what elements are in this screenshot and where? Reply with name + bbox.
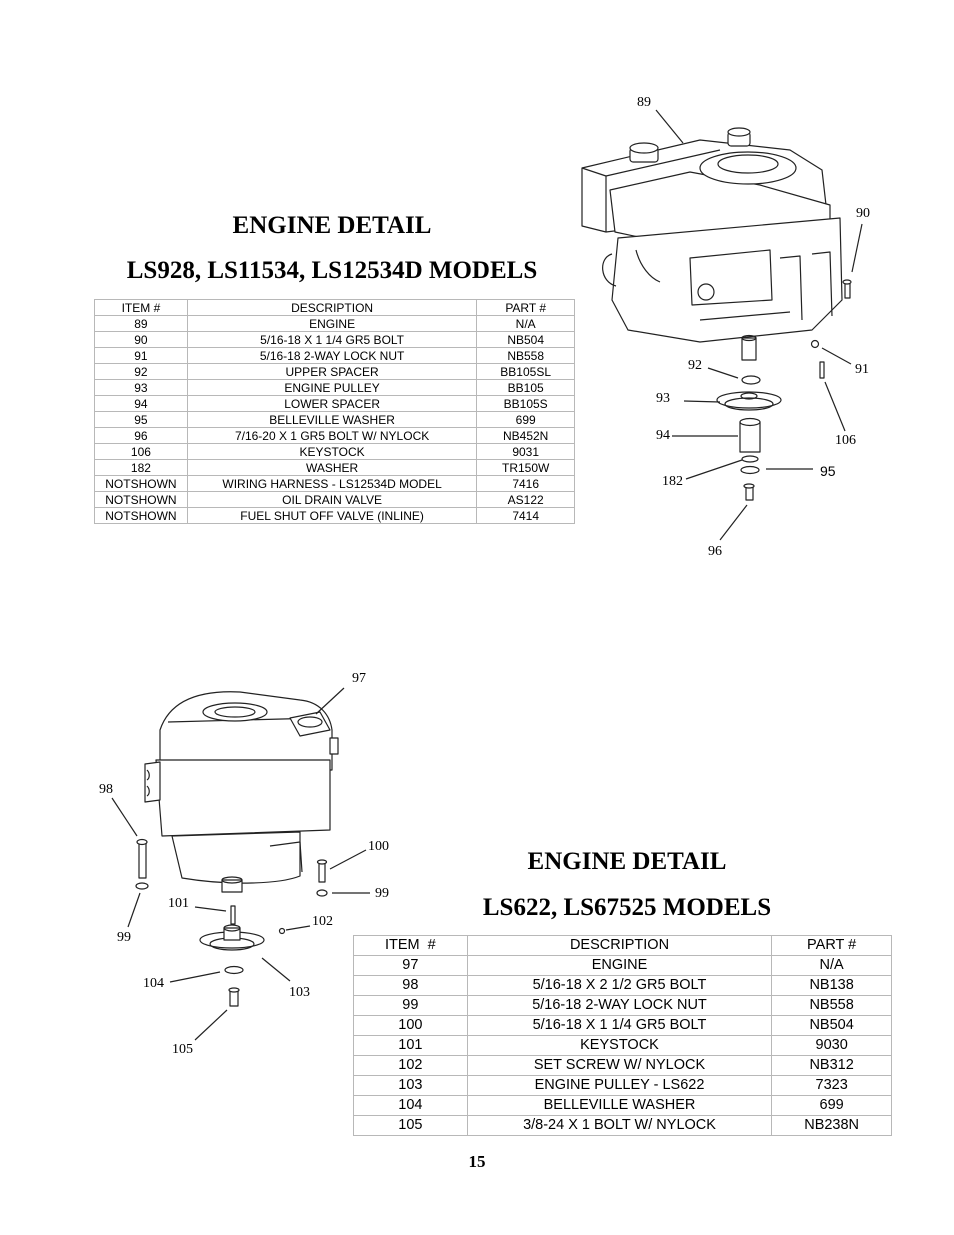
item-cell: 96	[95, 428, 188, 444]
description-cell: WASHER	[187, 460, 476, 476]
description-cell: ENGINE	[187, 316, 476, 332]
part-cell: N/A	[772, 956, 892, 976]
part-cell: BB105	[477, 380, 575, 396]
item-cell: 94	[95, 396, 188, 412]
item-cell: 99	[354, 996, 468, 1016]
callout-104: 104	[143, 976, 164, 991]
callout-92: 92	[688, 358, 702, 373]
callout-182: 182	[662, 474, 683, 489]
description-cell: 7/16-20 X 1 GR5 BOLT W/ NYLOCK	[187, 428, 476, 444]
callout-91: 91	[855, 362, 869, 377]
description-cell: LOWER SPACER	[187, 396, 476, 412]
item-cell: 101	[354, 1036, 468, 1056]
item-cell: 95	[95, 412, 188, 428]
callout-105: 105	[172, 1042, 193, 1057]
description-cell: ENGINE PULLEY - LS622	[467, 1076, 772, 1096]
item-cell: 100	[354, 1016, 468, 1036]
table-row	[354, 996, 892, 1016]
table-header-row	[354, 936, 892, 956]
callout-99: 99	[375, 886, 389, 901]
column-header-description: DESCRIPTION	[467, 936, 772, 956]
description-cell: KEYSTOCK	[187, 444, 476, 460]
part-cell: NB452N	[477, 428, 575, 444]
item-cell: NOTSHOWN	[95, 476, 188, 492]
column-header-item: ITEM #	[95, 300, 188, 316]
callout-100: 100	[368, 839, 389, 854]
callout-99-left: 99	[117, 930, 131, 945]
part-cell: 7323	[772, 1076, 892, 1096]
part-cell: NB504	[772, 1016, 892, 1036]
item-cell: 89	[95, 316, 188, 332]
part-cell: BB105SL	[477, 364, 575, 380]
callout-93: 93	[656, 391, 670, 406]
callout-94: 94	[656, 428, 670, 443]
description-cell: BELLEVILLE WASHER	[467, 1096, 772, 1116]
part-cell: 9031	[477, 444, 575, 460]
part-cell: 7414	[477, 508, 575, 524]
part-cell: 9030	[772, 1036, 892, 1056]
description-cell: WIRING HARNESS - LS12534D MODEL	[187, 476, 476, 492]
item-cell: 92	[95, 364, 188, 380]
part-cell: TR150W	[477, 460, 575, 476]
part-cell: 7416	[477, 476, 575, 492]
section2-subtitle: LS622, LS67525 MODELS	[482, 894, 772, 921]
item-cell: 103	[354, 1076, 468, 1096]
description-cell: 5/16-18 2-WAY LOCK NUT	[187, 348, 476, 364]
description-cell: SET SCREW W/ NYLOCK	[467, 1056, 772, 1076]
description-cell: ENGINE PULLEY	[187, 380, 476, 396]
item-cell: 182	[95, 460, 188, 476]
part-cell: 699	[477, 412, 575, 428]
description-cell: ENGINE	[467, 956, 772, 976]
column-header-part: PART #	[772, 936, 892, 956]
part-cell: 699	[772, 1096, 892, 1116]
item-cell: 93	[95, 380, 188, 396]
item-cell: NOTSHOWN	[95, 508, 188, 524]
column-header-item: ITEM #	[354, 936, 468, 956]
column-header-description: DESCRIPTION	[187, 300, 476, 316]
callout-103: 103	[289, 985, 310, 1000]
callout-98: 98	[99, 782, 113, 797]
item-cell: 90	[95, 332, 188, 348]
item-cell: 91	[95, 348, 188, 364]
callout-89: 89	[637, 95, 651, 110]
description-cell: OIL DRAIN VALVE	[187, 492, 476, 508]
table-row	[354, 976, 892, 996]
callout-95: 95	[820, 463, 836, 479]
table-row	[354, 1036, 892, 1056]
table-row	[354, 1116, 892, 1136]
item-cell: 105	[354, 1116, 468, 1136]
part-cell: NB312	[772, 1056, 892, 1076]
section1-subtitle: LS928, LS11534, LS12534D MODELS	[126, 257, 538, 284]
item-cell: NOTSHOWN	[95, 492, 188, 508]
section2-title: ENGINE DETAIL	[527, 848, 727, 875]
part-cell: NB138	[772, 976, 892, 996]
description-cell: FUEL SHUT OFF VALVE (INLINE)	[187, 508, 476, 524]
item-cell: 102	[354, 1056, 468, 1076]
description-cell: 5/16-18 2-WAY LOCK NUT	[467, 996, 772, 1016]
part-cell: AS122	[477, 492, 575, 508]
part-cell: NB558	[477, 348, 575, 364]
callout-101: 101	[168, 896, 189, 911]
table-row	[354, 1016, 892, 1036]
part-cell: NB238N	[772, 1116, 892, 1136]
description-cell: UPPER SPACER	[187, 364, 476, 380]
part-cell: BB105S	[477, 396, 575, 412]
table-row	[354, 1076, 892, 1096]
item-cell: 98	[354, 976, 468, 996]
item-cell: 97	[354, 956, 468, 976]
item-cell: 106	[95, 444, 188, 460]
section1-title: ENGINE DETAIL	[232, 212, 432, 239]
callout-102: 102	[312, 914, 333, 929]
callout-97: 97	[352, 671, 366, 686]
description-cell: 5/16-18 X 2 1/2 GR5 BOLT	[467, 976, 772, 996]
table-row	[354, 1096, 892, 1116]
column-header-part: PART #	[477, 300, 575, 316]
description-cell: BELLEVILLE WASHER	[187, 412, 476, 428]
table-row	[354, 956, 892, 976]
page-number: 15	[468, 1152, 486, 1171]
callout-90: 90	[856, 206, 870, 221]
description-cell: 5/16-18 X 1 1/4 GR5 BOLT	[467, 1016, 772, 1036]
parts-table-2	[353, 935, 892, 1136]
item-cell: 104	[354, 1096, 468, 1116]
callout-106: 106	[835, 433, 856, 448]
description-cell: KEYSTOCK	[467, 1036, 772, 1056]
part-cell: NB558	[772, 996, 892, 1016]
part-cell: N/A	[477, 316, 575, 332]
part-cell: NB504	[477, 332, 575, 348]
table-row	[354, 1056, 892, 1076]
description-cell: 3/8-24 X 1 BOLT W/ NYLOCK	[467, 1116, 772, 1136]
callout-96: 96	[708, 544, 722, 559]
description-cell: 5/16-18 X 1 1/4 GR5 BOLT	[187, 332, 476, 348]
